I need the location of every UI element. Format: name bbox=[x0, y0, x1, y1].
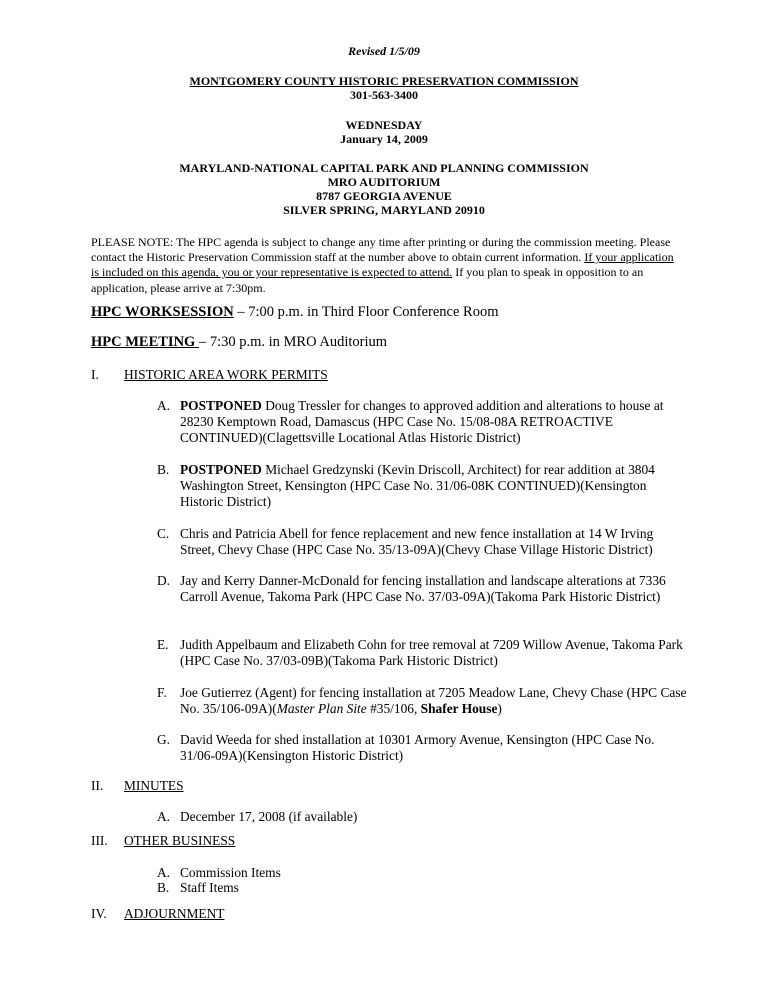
item-status: POSTPONED bbox=[180, 398, 262, 413]
item-text: Staff Items bbox=[180, 880, 239, 895]
meeting-date: January 14, 2009 bbox=[340, 132, 428, 146]
item-letter: D. bbox=[157, 573, 171, 588]
item-text: Michael Gredzynski (Kevin Driscoll, Architect) for rear addition at 3804 Washington Street, Kensington (HPC Case No. 31/06-08K CONTINUED)(Kensington Historic District) bbox=[180, 462, 655, 509]
section-numeral: IV. bbox=[91, 906, 107, 921]
please-note bbox=[91, 235, 679, 296]
item-letter: C. bbox=[157, 526, 170, 541]
item-text: #35/106, bbox=[366, 701, 421, 716]
header-block bbox=[0, 44, 768, 58]
item-letter: B. bbox=[157, 462, 170, 477]
venue-block bbox=[0, 161, 768, 217]
session-label: HPC WORKSESSION bbox=[91, 304, 234, 320]
item-letter: B. bbox=[157, 880, 170, 895]
venue-line: SILVER SPRING, MARYLAND 20910 bbox=[283, 203, 485, 217]
item-letter: A. bbox=[157, 809, 171, 824]
item-letter: E. bbox=[157, 637, 169, 652]
permit-item bbox=[157, 732, 687, 764]
revised-date: Revised 1/5/09 bbox=[348, 44, 420, 58]
item-text: Doug Tressler for changes to approved addition and alterations to house at 28230 Kemptown Road, Damascus (HPC Case No. 15/08-08A RETROACTIVE CONTINUED)(Clagettsville Locational Atlas Historic District) bbox=[180, 398, 664, 445]
other-business-item bbox=[157, 880, 687, 896]
session-detail: – 7:30 p.m. in MRO Auditorium bbox=[198, 334, 388, 350]
venue-line: MRO AUDITORIUM bbox=[327, 175, 441, 189]
section-numeral: I. bbox=[91, 367, 99, 382]
note-underlined: If your application is included on this agenda, you or your representative is expected to attend. bbox=[91, 250, 674, 280]
venue-line: 8787 GEORGIA AVENUE bbox=[316, 189, 452, 203]
note-text-end: If you plan to speak in opposition to an application, please arrive at 7:30pm. bbox=[91, 265, 644, 295]
item-text: Commission Items bbox=[180, 865, 281, 880]
permit-item bbox=[157, 526, 687, 558]
session-label: HPC MEETING bbox=[91, 334, 199, 350]
item-text: David Weeda for shed installation at 10301 Armory Avenue, Kensington (HPC Case No. 31/06-09A)(Kensington Historic District) bbox=[180, 732, 655, 763]
permit-item bbox=[157, 573, 687, 605]
meeting-day: WEDNESDAY bbox=[345, 118, 423, 132]
permit-item bbox=[157, 398, 687, 446]
section-title: OTHER BUSINESS bbox=[124, 833, 236, 848]
session-meeting bbox=[91, 334, 387, 351]
item-text: Joe Gutierrez (Agent) for fencing installation at 7205 Meadow Lane, Chevy Chase (HPC Case No. 35/106-09A)( bbox=[180, 685, 687, 716]
item-text: Jay and Kerry Danner-McDonald for fencing installation and landscape alterations at 7336 Carroll Avenue, Takoma Park (HPC Case No. 37/03-09A)(Takoma Park Historic District) bbox=[180, 573, 666, 604]
section-numeral: II. bbox=[91, 778, 104, 793]
item-bold: Shafer House bbox=[420, 701, 498, 716]
item-letter: F. bbox=[157, 685, 167, 700]
item-text: Chris and Patricia Abell for fence replacement and new fence installation at 14 W Irving Street, Chevy Chase (HPC Case No. 35/13-09A)(Chevy Chase Village Historic District) bbox=[180, 526, 654, 557]
permit-item bbox=[157, 685, 687, 717]
session-detail: – 7:00 p.m. in Third Floor Conference Room bbox=[233, 304, 499, 320]
section-numeral: III. bbox=[91, 833, 108, 848]
note-text: PLEASE NOTE: The HPC agenda is subject to change any time after printing or during the commission meeting. Please contact the Historic Preservation Commission staff at the number above to obtain current information. bbox=[91, 235, 671, 265]
org-name: MONTGOMERY COUNTY HISTORIC PRESERVATION COMMISSION bbox=[189, 74, 579, 88]
org-block bbox=[0, 74, 768, 102]
section-title: HISTORIC AREA WORK PERMITS bbox=[124, 367, 328, 382]
section-title: ADJOURNMENT bbox=[124, 906, 225, 921]
venue-line: MARYLAND-NATIONAL CAPITAL PARK AND PLANNING COMMISSION bbox=[179, 161, 589, 175]
item-letter: A. bbox=[157, 398, 171, 413]
session-worksession bbox=[91, 304, 499, 321]
item-letter: A. bbox=[157, 865, 171, 880]
minutes-item bbox=[157, 809, 687, 825]
org-phone: 301-563-3400 bbox=[350, 88, 418, 102]
permit-item bbox=[157, 462, 687, 510]
item-text: December 17, 2008 (if available) bbox=[180, 809, 358, 824]
item-text: ) bbox=[497, 701, 502, 716]
item-status: POSTPONED bbox=[180, 462, 262, 477]
item-italic: Master Plan Site bbox=[276, 701, 367, 716]
date-block bbox=[0, 118, 768, 146]
other-business-item bbox=[157, 865, 687, 881]
item-text: Judith Appelbaum and Elizabeth Cohn for tree removal at 7209 Willow Avenue, Takoma Park (HPC Case No. 37/03-09B)(Takoma Park Historic District) bbox=[180, 637, 683, 668]
section-title: MINUTES bbox=[124, 778, 184, 793]
item-letter: G. bbox=[157, 732, 171, 747]
permit-item bbox=[157, 637, 687, 669]
